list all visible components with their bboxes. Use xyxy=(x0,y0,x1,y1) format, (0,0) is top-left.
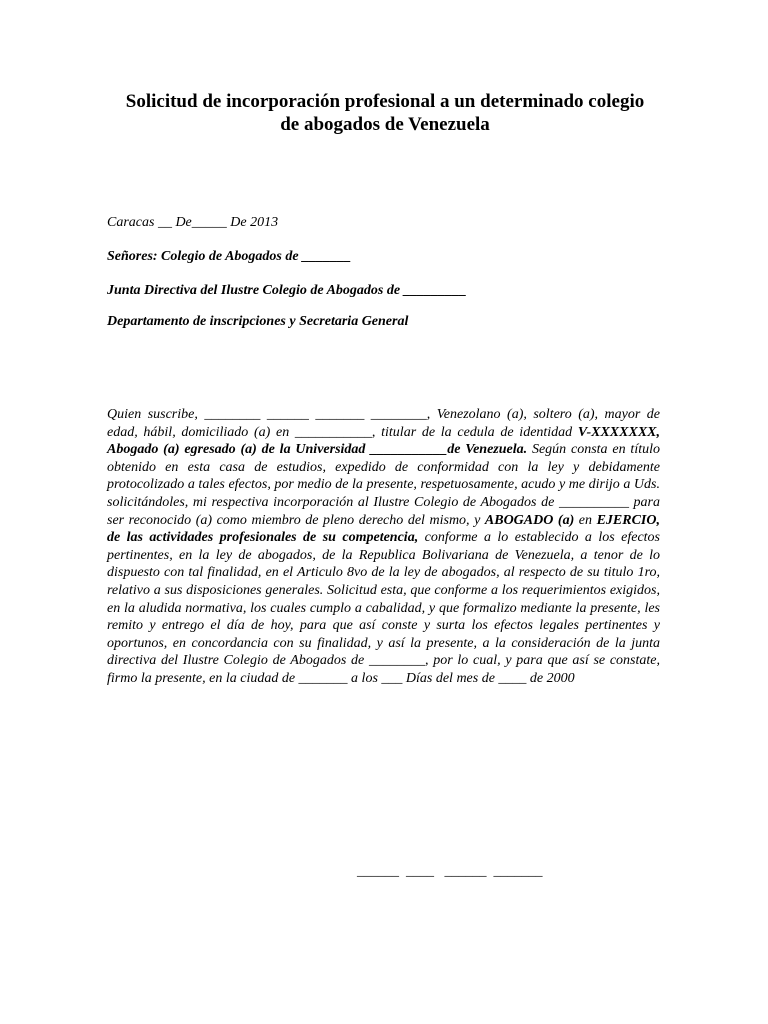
body-bold-ejercio: EJERCIO, de las actividades profesionales de su competencia, xyxy=(107,512,660,546)
body-text-1: Quien suscribe, ________ ______ _______ ________, Venezolano (a), soltero (a), mayor de edad, hábil, domiciliado (a) en ___________, titular de la cedula de identidad xyxy=(107,407,660,440)
addressee-line-2: Junta Directiva del Ilustre Colegio de Abogados de _________ xyxy=(107,283,467,298)
body-text-3: en xyxy=(574,512,597,528)
addressee-line-3: Departamento de inscripciones y Secretaria General xyxy=(107,314,409,329)
letter-body xyxy=(107,406,660,688)
body-text-2: Según consta en título obtenido en esta casa de estudios, expedido de conformidad con la ley y debidamente protocolizado a tales efectos, por medio de la presente, respetuosamente, acudo y me dirijo a Uds. solicitándoles, mi respectiva incorporación al Ilustre Colegio de Abogados de __________ para ser reconocido (a) como miembro de pleno derecho del mismo, y xyxy=(107,442,660,528)
date-line: Caracas __ De_____ De 2013 xyxy=(107,215,279,230)
body-text-4: conforme a lo establecido a los efectos pertinentes, en la ley de abogados, de la Republica Bolivariana de Venezuela, a tenor de lo dispuesto con tal finalidad, en el Articulo 8vo de la ley de abogados, al respecto de su titulo 1ro, relativo a sus disposiciones generales. Solicitud esta, que conforme a los requerimientos exigidos, en la aludida normativa, los cuales cumplo a cabalidad, y que formalizo mediante la presente, les remito y entrego el día de hoy, para que así conste y surta los efectos legales pertinentes y oportunos, en concordancia con su finalidad, y así la presente, a la consideración de la junta directiva del Ilustre Colegio de Abogados de ________, por lo cual, y para que así se constate, firmo la presente, en la ciudad de _______ a los ___ Días del mes de ____ de 2000 xyxy=(107,530,660,686)
body-bold-abogado: ABOGADO (a) xyxy=(484,512,575,528)
title-line-1: Solicitud de incorporación profesional a un determinado colegio xyxy=(125,91,645,112)
addressee-line-1: Señores: Colegio de Abogados de _______ xyxy=(107,249,352,264)
body-bold-id: V-XXXXXXX, Abogado (a) egresado (a) de la Universidad ___________de Venezuela. xyxy=(107,424,660,458)
document-title xyxy=(95,90,675,136)
signature-line: ______ ____ ______ _______ xyxy=(357,864,543,879)
title-line-2: de abogados de Venezuela xyxy=(280,114,490,135)
